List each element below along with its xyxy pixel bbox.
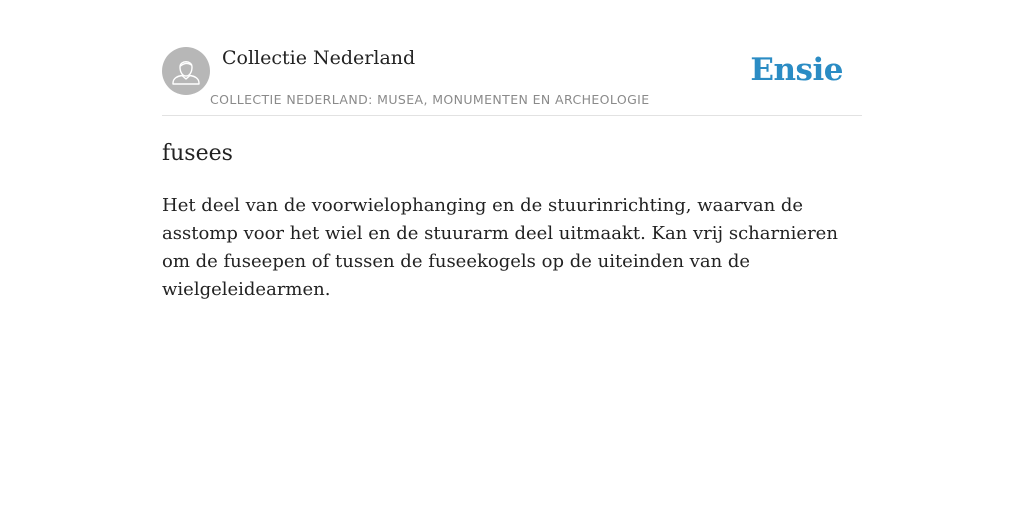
ensie-logo[interactable]: Ensie bbox=[750, 52, 843, 88]
avatar[interactable] bbox=[162, 47, 210, 95]
entry-definition: Het deel van de voorwielophanging en de stuurinrichting, waarvan de asstomp voor het wiel en de stuurarm deel uitmaakt. Kan vrij scharnieren om de fuseepen of tussen de fuseekogels op de uiteinden van de wielgeleidearmen. bbox=[162, 195, 838, 300]
entry-term: fusees bbox=[162, 141, 233, 166]
source-label[interactable]: COLLECTIE NEDERLAND: MUSEA, MONUMENTEN EN ARCHEOLOGIE bbox=[210, 92, 650, 107]
author-name[interactable]: Collectie Nederland bbox=[222, 47, 416, 69]
entry-card bbox=[162, 0, 862, 300]
entry-header bbox=[162, 0, 862, 116]
user-silhouette-icon bbox=[162, 47, 210, 95]
